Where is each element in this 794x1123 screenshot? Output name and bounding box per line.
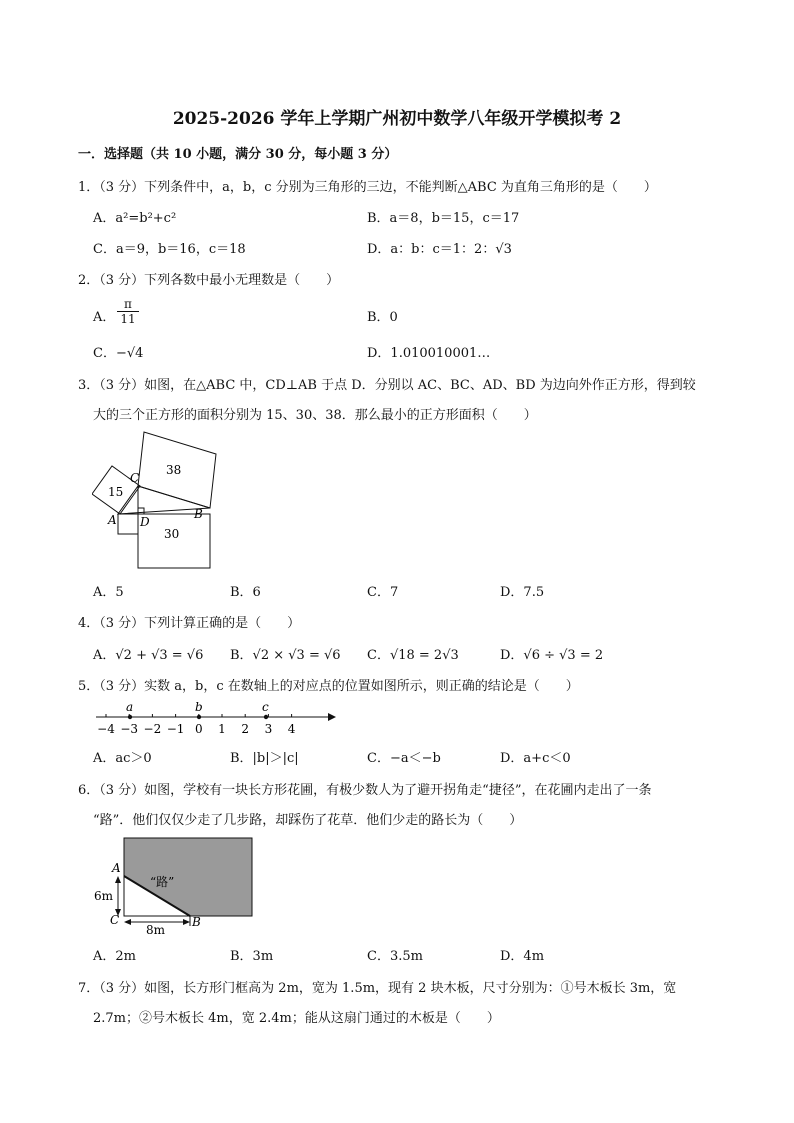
question-5-option-b: B．|b|＞|c| [230, 751, 299, 766]
question-1-stem: 1．（3 分）下列条件中，a，b，c 分别为三角形的三边，不能判断△ABC 为直角三角形的是（ ） [78, 180, 657, 195]
page-title: 2025-2026 学年上学期广州初中数学八年级开学模拟考 2 [172, 109, 622, 129]
tick-label: 2 [241, 722, 250, 736]
tick-label: −2 [143, 722, 162, 736]
question-3-option-c: C．7 [367, 585, 399, 600]
question-4-option-b: B．√2 × √3 = √6 [230, 648, 341, 663]
question-4-stem: 4．（3 分）下列计算正确的是（ ） [78, 616, 301, 631]
question-6-figure [90, 832, 260, 938]
question-3-option-d: D．7.5 [500, 585, 545, 600]
question-2-option-c: C．−√4 [93, 346, 144, 361]
question-1-option-c: C．a＝9，b＝16，c＝18 [93, 242, 246, 257]
height-label: 6m [94, 889, 114, 903]
question-5-option-a: A．ac＞0 [93, 751, 152, 766]
fraction [117, 297, 139, 326]
section-heading: 一．选择题（共 10 小题，满分 30 分，每小题 3 分） [78, 147, 398, 162]
label-30: 30 [164, 527, 180, 541]
question-3-figure [92, 430, 222, 570]
question-6-option-a: A．2m [93, 949, 136, 964]
label-c: C [110, 913, 120, 927]
question-1-option-a: A．a²=b²+c² [93, 211, 177, 226]
label-a: a [126, 700, 134, 714]
question-2-option-a [93, 306, 115, 325]
question-2-option-d: D．1.010010001… [367, 346, 491, 361]
question-2-stem: 2．（3 分）下列各数中最小无理数是（ ） [78, 273, 340, 288]
question-7-stem-line-2: 2.7m；②号木板长 4m，宽 2.4m；能从这扇门通过的木板是（ ） [93, 1011, 500, 1026]
tick-label: 4 [287, 722, 296, 736]
option-a-prefix: A． [93, 310, 116, 325]
fraction-numerator: π [124, 297, 132, 311]
figure-background [92, 430, 222, 570]
question-6-option-c: C．3.5m [367, 949, 423, 964]
path-label: “路” [150, 875, 175, 889]
question-6-option-d: D．4m [500, 949, 545, 964]
axis-arrow [328, 713, 336, 721]
point-b [197, 715, 201, 719]
question-6-option-b: B．3m [230, 949, 274, 964]
point-a [128, 715, 132, 719]
question-5-stem: 5．（3 分）实数 a，b，c 在数轴上的对应点的位置如图所示，则正确的结论是（ ） [78, 679, 579, 694]
question-4-option-c: C．√18 = 2√3 [367, 648, 459, 663]
point-c [264, 715, 268, 719]
width-label: 8m [146, 923, 166, 937]
question-3-stem-line-2: 大的三个正方形的面积分别为 15、30、38．那么最小的正方形面积（ ） [93, 408, 537, 423]
label-b: b [195, 700, 203, 714]
number-line [92, 698, 342, 738]
question-5-option-d: D．a+c＜0 [500, 751, 571, 766]
tick-label: 1 [218, 722, 226, 736]
label-38: 38 [166, 463, 182, 477]
question-2-option-b: B．0 [367, 310, 398, 325]
label-c: c [262, 700, 269, 714]
tick-label: −4 [97, 722, 115, 736]
label-c: C [130, 471, 140, 485]
arrow-up [115, 876, 121, 883]
question-7-stem-line-1: 7．（3 分）如图，长方形门框高为 2m，宽为 1.5m，现有 2 块木板，尺寸分别为：①号木板长 3m，宽 [78, 981, 677, 996]
tick-label: 3 [264, 722, 273, 736]
fraction-denominator: 11 [117, 311, 139, 326]
question-3-stem-line-1: 3．（3 分）如图，在△ABC 中，CD⊥AB 于点 D．分别以 AC、BC、AD、BD 为边向外作正方形，得到较 [78, 378, 696, 393]
question-3-option-b: B．6 [230, 585, 261, 600]
question-1-option-d: D．a：b：c＝1：2：√3 [367, 242, 512, 257]
label-d: D [140, 515, 150, 529]
label-15: 15 [108, 485, 124, 499]
question-4-option-d: D．√6 ÷ √3 = 2 [500, 648, 604, 663]
arrow-right [183, 919, 190, 925]
tick-label: −3 [120, 722, 139, 736]
arrow-left [124, 919, 131, 925]
question-1-option-b: B．a＝8，b＝15，c＝17 [367, 211, 520, 226]
label-a: A [112, 861, 121, 875]
question-4-option-a: A．√2 + √3 = √6 [93, 648, 204, 663]
question-6-stem-line-1: 6．（3 分）如图，学校有一块长方形花圃，有极少数人为了避开拐角走“捷径”，在花圃内走出了一条 [78, 783, 652, 798]
label-b: B [192, 915, 201, 929]
question-3-option-a: A．5 [93, 585, 124, 600]
tick-label: 0 [194, 722, 203, 736]
question-5-option-c: C．−a＜−b [367, 751, 441, 766]
label-a: A [108, 513, 117, 527]
question-6-stem-line-2: “路”．他们仅仅少走了几步路，却踩伤了花草．他们少走的路长为（ ） [93, 813, 523, 828]
label-b: B [194, 507, 203, 521]
tick-label: −1 [166, 722, 185, 736]
